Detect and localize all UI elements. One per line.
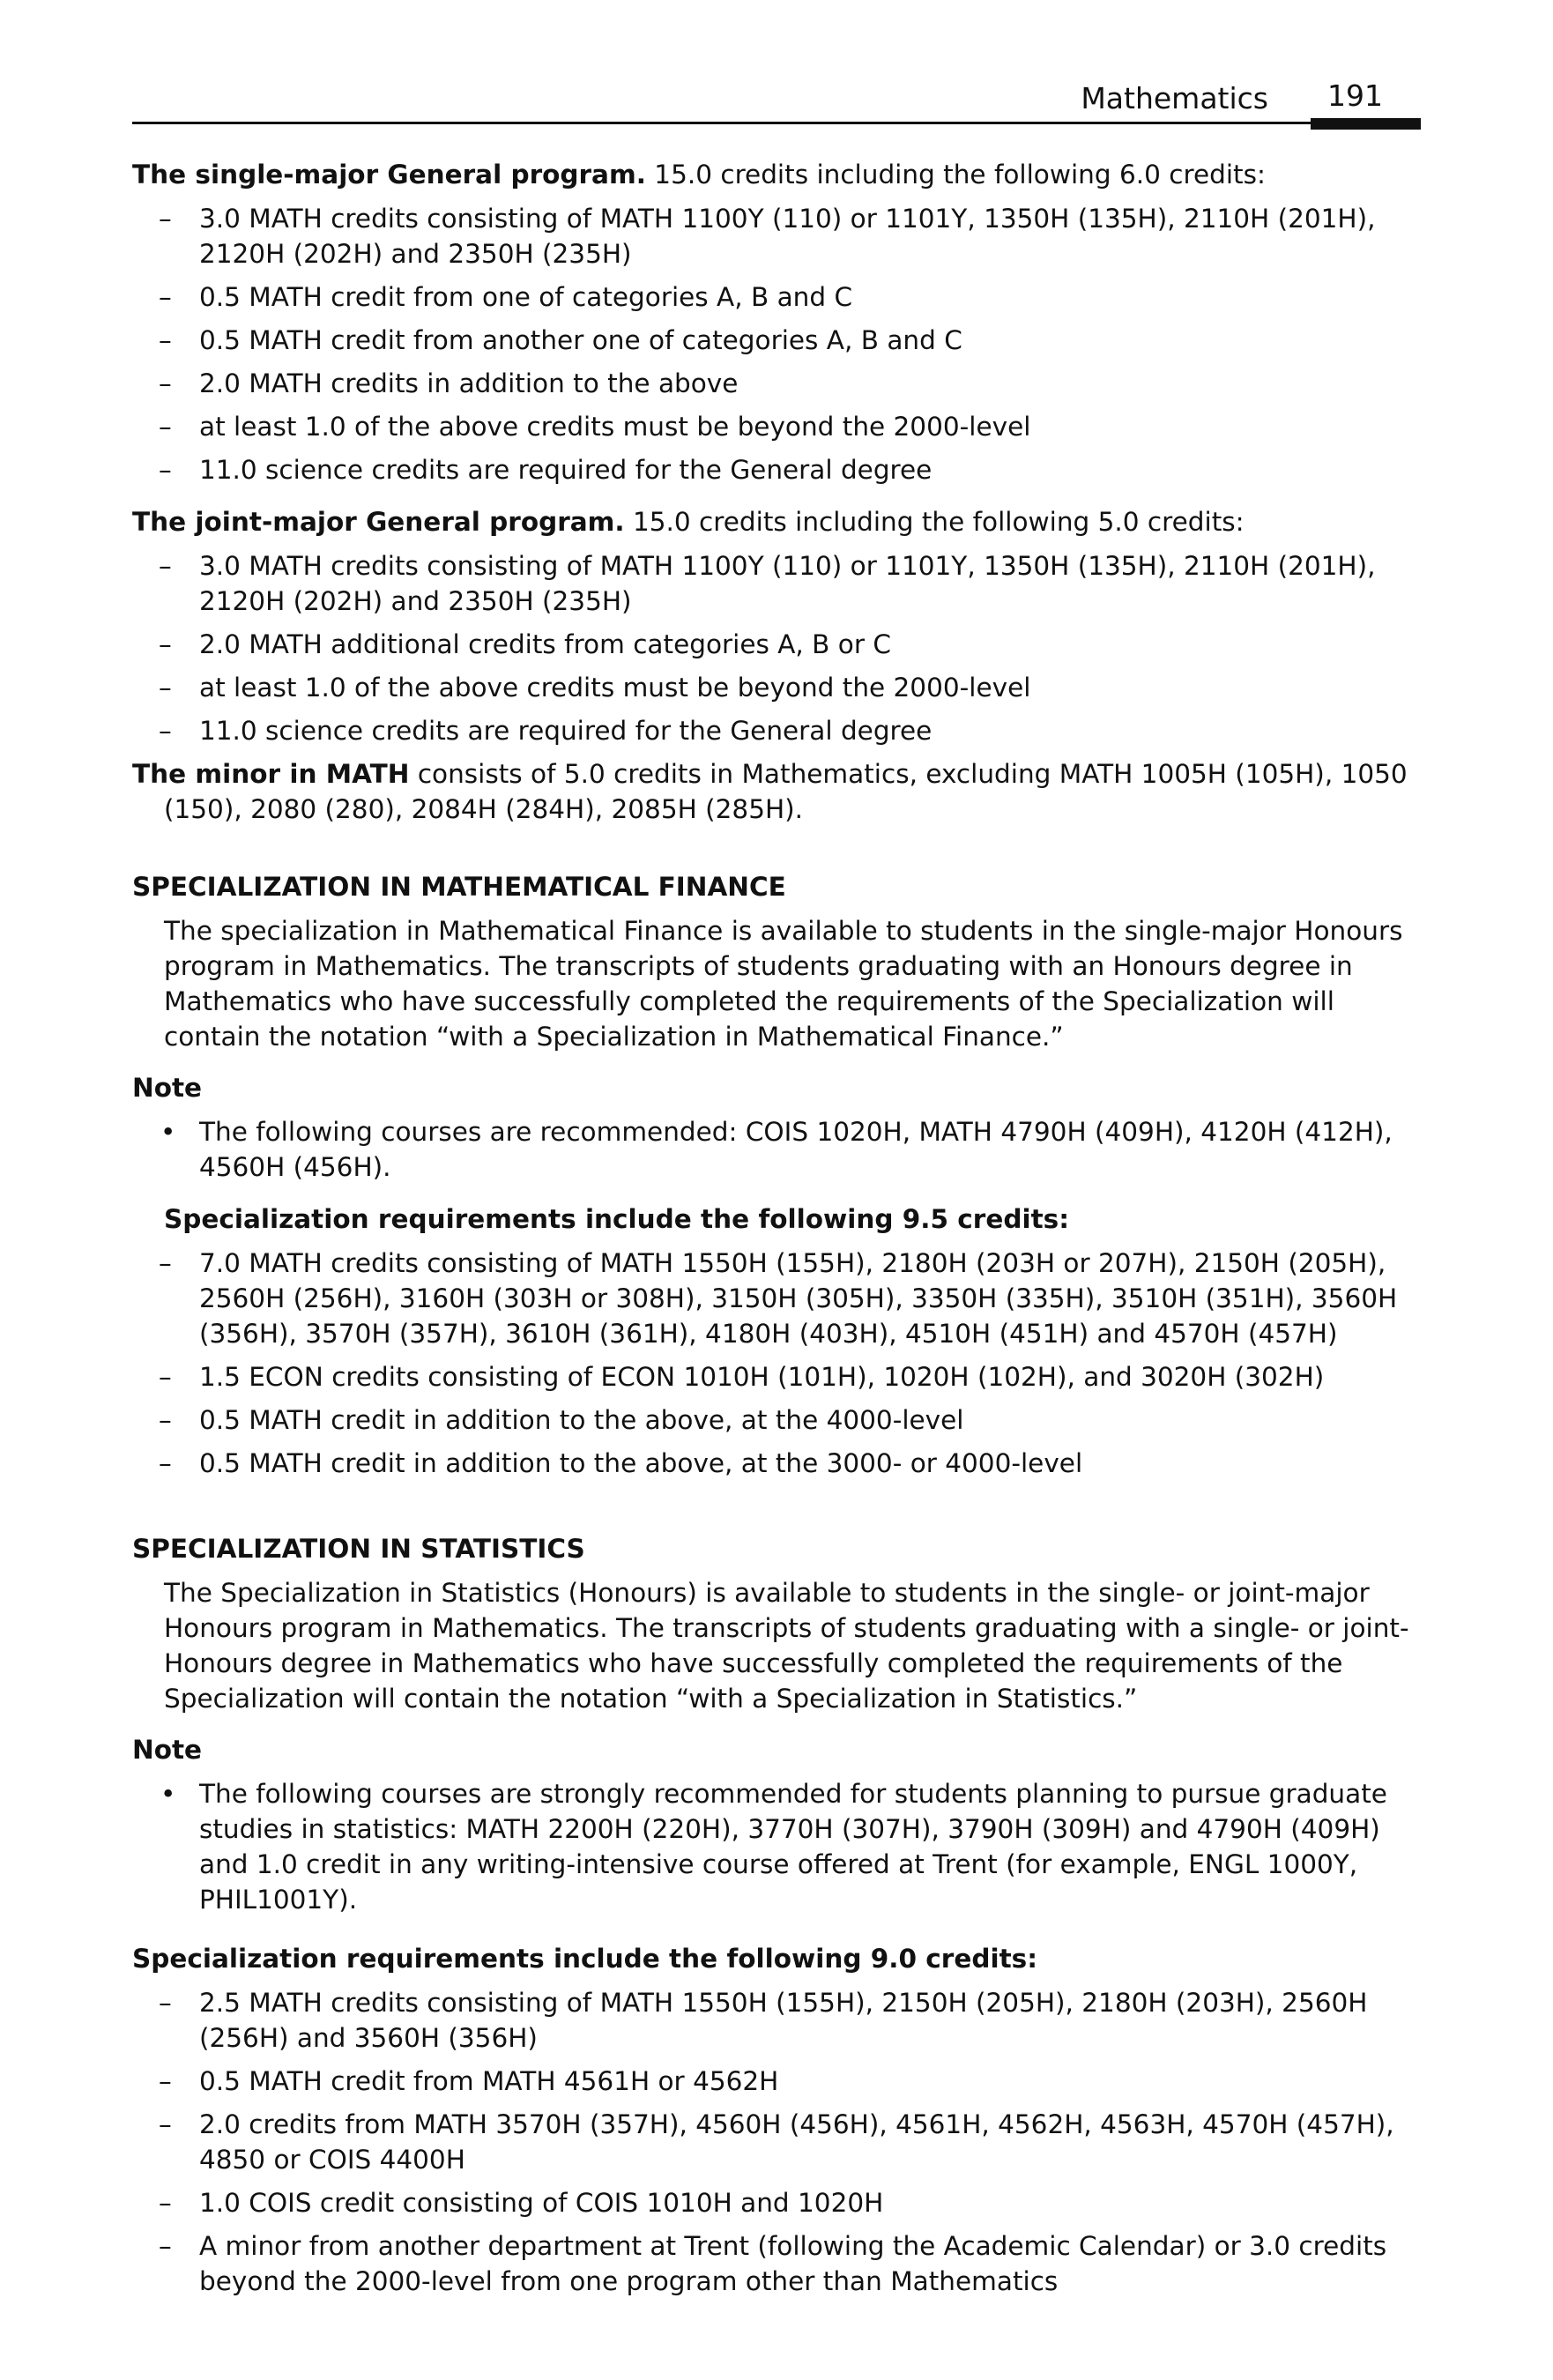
list-item: – 2.0 MATH additional credits from categories A, B or C <box>199 627 1421 662</box>
list-item: – 0.5 MATH credit from another one of categories A, B and C <box>199 323 1421 358</box>
single-major-general-lead <box>132 157 1421 192</box>
finance-requirements-list <box>132 1246 1421 1481</box>
list-item: – 11.0 science credits are required for the General degree <box>199 713 1421 748</box>
joint-major-general-list <box>132 548 1421 748</box>
list-item: – at least 1.0 of the above credits must be beyond the 2000-level <box>199 409 1421 444</box>
list-item: – at least 1.0 of the above credits must be beyond the 2000-level <box>199 670 1421 705</box>
list-item: • The following courses are strongly recommended for students planning to pursue graduate studies in statistics: MATH 2200H (220H), 3770H (307H), 3790H (309H) and 4790H (409H) and 1.0 credit in any writing-intensive course offered at Trent (for example, ENGL 1000Y, PHIL1001Y). <box>199 1776 1421 1917</box>
finance-heading: SPECIALIZATION IN MATHEMATICAL FINANCE <box>132 872 786 902</box>
list-item: – 7.0 MATH credits consisting of MATH 1550H (155H), 2180H (203H or 207H), 2150H (205H), 2560H (256H), 3160H (303H or 308H), 3150H (305H), 3350H (335H), 3510H (351H), 3560H (356H), 3570H (357H), 3610H (361H), 4180H (403H), 4510H (451H) and 4570H (457H) <box>199 1246 1421 1351</box>
statistics-note-heading: Note <box>132 1735 203 1765</box>
finance-requirements-heading: Specialization requirements include the following 9.5 credits: <box>164 1204 1070 1234</box>
page-number: 191 <box>1327 78 1383 113</box>
list-item: – 3.0 MATH credits consisting of MATH 1100Y (110) or 1101Y, 1350H (135H), 2110H (201H), 2120H (202H) and 2350H (235H) <box>199 548 1421 619</box>
finance-note-heading: Note <box>132 1073 203 1103</box>
list-item: – 0.5 MATH credit in addition to the above, at the 3000- or 4000-level <box>199 1446 1421 1481</box>
list-item: • The following courses are recommended: COIS 1020H, MATH 4790H (409H), 4120H (412H), 4560H (456H). <box>199 1114 1421 1185</box>
joint-major-general-summary: 15.0 credits including the following 5.0 credits: <box>624 507 1245 537</box>
list-item: – 0.5 MATH credit from one of categories A, B and C <box>199 279 1421 315</box>
list-item: – 2.0 credits from MATH 3570H (357H), 4560H (456H), 4561H, 4562H, 4563H, 4570H (457H), 4850 or COIS 4400H <box>199 2107 1421 2177</box>
list-item: – 2.5 MATH credits consisting of MATH 1550H (155H), 2150H (205H), 2180H (203H), 2560H (256H) and 3560H (356H) <box>199 1985 1421 2056</box>
single-major-general-title: The single-major General program. <box>132 160 646 190</box>
list-item: – 1.5 ECON credits consisting of ECON 1010H (101H), 1020H (102H), and 3020H (302H) <box>199 1359 1421 1395</box>
single-major-general-summary: 15.0 credits including the following 6.0 credits: <box>645 160 1266 190</box>
list-item: – 11.0 science credits are required for the General degree <box>199 452 1421 487</box>
statistics-intro: The Specialization in Statistics (Honours) is available to students in the single- or joint-major Honours program in Mathematics. The transcripts of students graduating with a single- or joint-Honours degree in Mathematics who have successfully completed the requirements of the Specialization will contain the notation “with a Specialization in Statistics.” <box>164 1578 1409 1714</box>
running-header <box>132 78 1421 124</box>
statistics-requirements-heading: Specialization requirements include the following 9.0 credits: <box>132 1944 1038 1974</box>
list-item: – 3.0 MATH credits consisting of MATH 1100Y (110) or 1101Y, 1350H (135H), 2110H (201H), 2120H (202H) and 2350H (235H) <box>199 201 1421 271</box>
page-content <box>132 157 1421 2307</box>
minor-description: consists of 5.0 credits in Mathematics, excluding MATH 1005H (105H), 1050 (150), 2080 (280), 2084H (284H), 2085H (285H). <box>164 759 1408 824</box>
list-item: – 0.5 MATH credit in addition to the above, at the 4000-level <box>199 1402 1421 1438</box>
minor-title: The minor in MATH <box>132 759 410 789</box>
statistics-heading: SPECIALIZATION IN STATISTICS <box>132 1534 585 1564</box>
finance-note-list <box>132 1114 1421 1185</box>
list-item: – A minor from another department at Trent (following the Academic Calendar) or 3.0 credits beyond the 2000-level from one program other than Mathematics <box>199 2228 1421 2299</box>
single-major-general-list <box>132 201 1421 487</box>
list-item: – 0.5 MATH credit from MATH 4561H or 4562H <box>199 2064 1421 2099</box>
joint-major-general-title: The joint-major General program. <box>132 507 625 537</box>
list-item: – 1.0 COIS credit consisting of COIS 1010H and 1020H <box>199 2185 1421 2220</box>
list-item: – 2.0 MATH credits in addition to the above <box>199 366 1421 401</box>
statistics-note-list <box>132 1776 1421 1917</box>
header-section-title: Mathematics <box>1081 81 1268 115</box>
finance-intro: The specialization in Mathematical Finance is available to students in the single-major Honours program in Mathematics. The transcripts of students graduating with an Honours degree in Mathematics who have successfully completed the requirements of the Specialization will contain the notation “with a Specialization in Mathematical Finance.” <box>164 916 1403 1052</box>
header-rule-block <box>1311 118 1421 130</box>
joint-major-general-lead <box>132 504 1421 539</box>
statistics-requirements-list <box>132 1985 1421 2299</box>
minor-paragraph <box>132 756 1421 827</box>
